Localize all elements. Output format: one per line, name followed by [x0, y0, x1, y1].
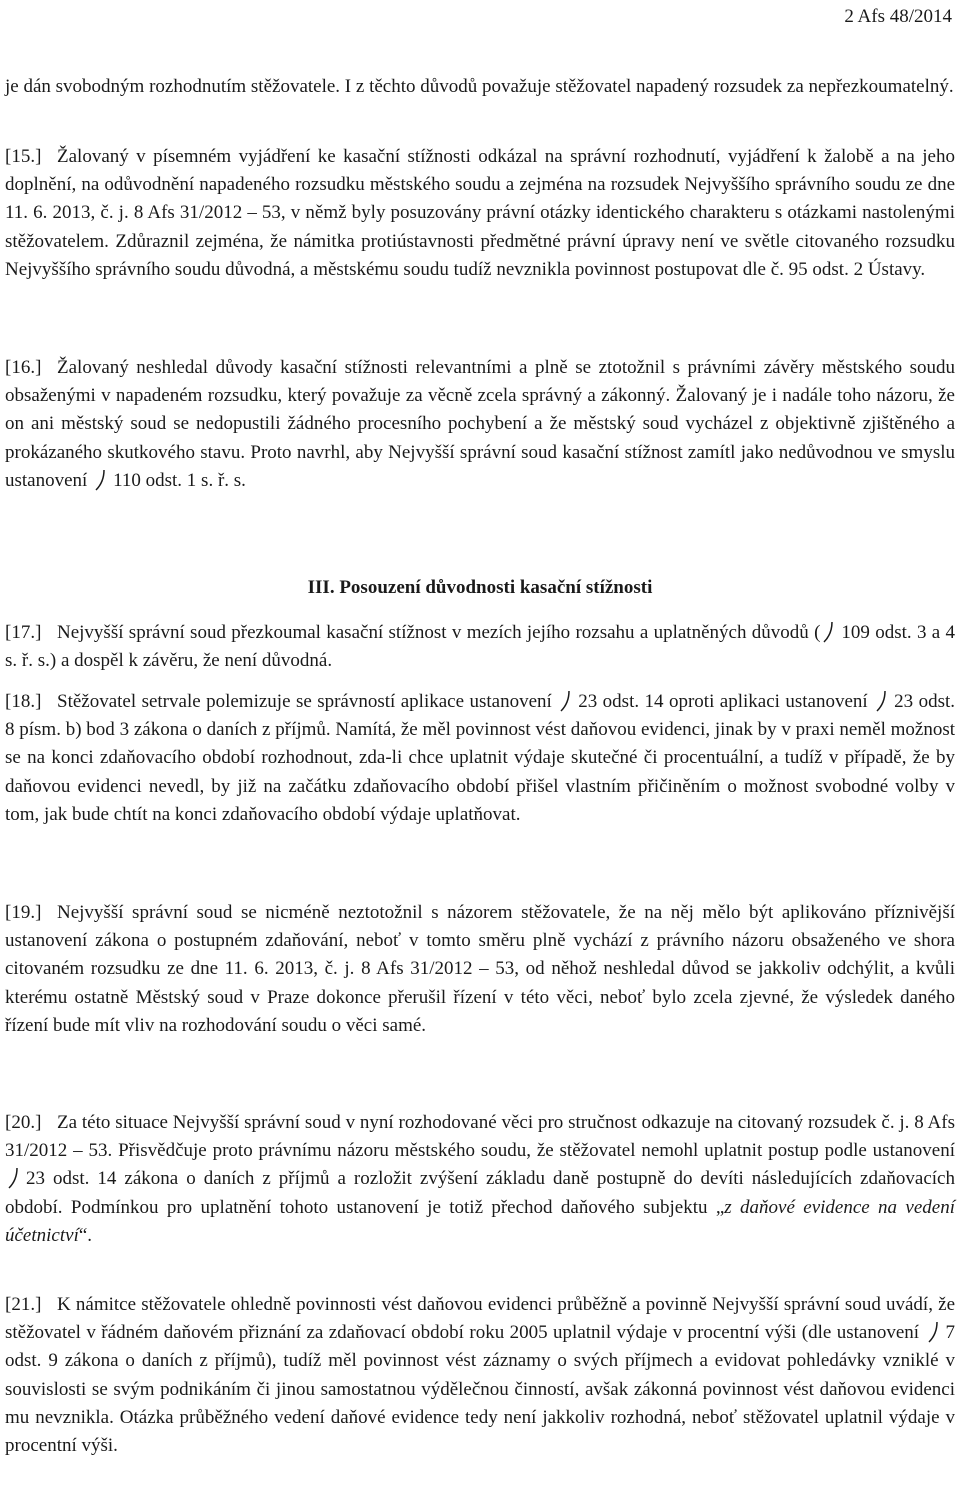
section-sign-icon	[95, 469, 106, 491]
paragraph-number: [15.]	[5, 146, 42, 167]
section-sign-icon	[8, 1167, 19, 1189]
paragraph-text: Žalovaný v písemném vyjádření ke kasační stížnosti odkázal na správní rozhodnutí, vyjádření k žalobě a na jeho doplnění, na odůvodnění napadeného rozsudku městského soudu a zejména na rozsudek Nejvyššího správního soudu ze dne 11. 6. 2013, č. j. 8 Afs 31/2012 – 53, v němž byly posuzovány právní otázky identického charakteru s otázkami nastolenými stěžovatelem. Zdůraznil zejména, že námitka protiústavnosti předmětné právní úpravy není ve světle citovaného rozsudku Nejvyššího správního soudu důvodná, a městskému soudu tudíž nevznikla povinnost postupovat dle č. 95 odst. 2 Ústavy.	[5, 146, 955, 280]
section-heading: III. Posouzení důvodnosti kasační stížnosti	[307, 577, 653, 598]
paragraph-number: [21.]	[5, 1294, 42, 1315]
paragraph-text: 23 odst. 14 zákona o daních z příjmů a rozložit zvýšení základu daně postupně do devíti následujících zdaňovacích období. Podmínkou pro uplatnění tohoto ustanovení je totiž přechod daňového subjektu „	[5, 1168, 955, 1218]
paragraph-text: 23 odst. 8 písm. b) bod 3 zákona o daních z příjmů. Namítá, že měl povinnost vést daňovou evidenci, jinak by v praxi neměl možnost se na konci zdaňovacího období rozhodnout, zda-li chce uplatnit výdaje skutečné či procentuální, a tudíž v případě, že by daňovou evidenci nevedl, by již na začátku zdaňovacího období přišel vlastním přičiněním o možnost svobodné volby v tom, jak bude chtít na konci zdaňovacího období výdaje uplatňovat.	[5, 691, 955, 825]
paragraph-number: [18.]	[5, 691, 42, 712]
intro-text: je dán svobodným rozhodnutím stěžovatele. I z těchto důvodů považuje stěžovatel napadený rozsudek za nepřezkoumatelný.	[5, 76, 954, 97]
paragraph-18	[5, 688, 955, 829]
paragraph-number: [16.]	[5, 357, 42, 378]
case-number: 2 Afs 48/2014	[844, 6, 952, 27]
paragraph-text: Stěžovatel setrvale polemizuje se správností aplikace ustanovení	[57, 691, 552, 712]
paragraph-17	[5, 619, 955, 675]
paragraph-text: Nejvyšší správní soud se nicméně neztotožnil s názorem stěžovatele, že na něj mělo být aplikováno příznivější ustanovení zákona o postupném zdaňování, neboť v tomto směru plně vychází z právního názoru obsaženého ve shora citovaném rozsudku ze dne 11. 6. 2013, č. j. 8 Afs 31/2012 – 53, od něhož neshledal důvod se jakkoliv odchýlit, a kvůli kterému ostatně Městský soud v Praze dokonce přerušil řízení v této věci, neboť bylo zcela zjevné, že výsledek daného řízení bude mít vliv na rozhodování soudu o věci samé.	[5, 902, 955, 1036]
paragraph-text: 110 odst. 1 s. ř. s.	[113, 469, 246, 491]
paragraph-number: [17.]	[5, 622, 42, 643]
paragraph-text: 23 odst. 14 oproti aplikaci ustanovení	[578, 691, 868, 712]
section-sign-icon	[823, 621, 834, 643]
paragraph-text: Za této situace Nejvyšší správní soud v nyní rozhodované věci pro stručnost odkazuje na citovaný rozsudek č. j. 8 Afs 31/2012 – 53. Přisvědčuje proto právnímu názoru městského soudu, že stěžovatel nemohl uplatnit postup podle ustanovení	[5, 1112, 955, 1162]
paragraph-20	[5, 1109, 955, 1250]
paragraph-text: 109 odst. 3 a 4 s. ř. s.) a dospěl k závěru, že není důvodná.	[5, 622, 956, 672]
paragraph-text: 7 odst. 9 zákona o daních z příjmů), tudíž měl povinnost vést záznamy o svých příjmech a evidovat pohledávky vzniklé v souvislosti se svým podnikáním či jinou samostatnou výdělečnou činností, avšak zákonná povinnost vést daňovou evidenci mu nevznikla. Otázka průběžného vedení daňové evidence tedy není jakkoliv rozhodná, neboť stěžovatel uplatnil výdaje v procentní výši.	[5, 1322, 956, 1457]
paragraph-19	[5, 899, 955, 1040]
italic-quote: z daňové evidence na vedení účetnictví	[5, 1196, 955, 1246]
section-sign-icon	[876, 690, 887, 712]
paragraph-15	[5, 143, 955, 284]
paragraph-text: Nejvyšší správní soud přezkoumal kasační stížnost v mezích jejího rozsahu a uplatněných důvodů (	[57, 622, 821, 643]
paragraph-text: “.	[78, 1224, 93, 1246]
section-sign-icon	[560, 690, 571, 712]
paragraph-number: [20.]	[5, 1112, 42, 1133]
section-sign-icon	[928, 1321, 939, 1343]
paragraph-number: [19.]	[5, 902, 42, 923]
paragraph-text: K námitce stěžovatele ohledně povinnosti vést daňovou evidenci průběžně a povinně Nejvyšší správní soud uvádí, že stěžovatel v řádném daňovém přiznání za zdaňovací období roku 2005 uplatnil výdaje v procentní výši (dle ustanovení	[5, 1294, 955, 1344]
paragraph-text: Žalovaný neshledal důvody kasační stížnosti relevantními a plně se ztotožnil s právními závěry městského soudu obsaženými v napadeném rozsudku, který považuje za věcně zcela správný a zákonný. Žalovaný je i nadále toho názoru, že on ani městský soud se nedopustili žádného procesního pochybení a že městský soud vycházel z objektivně zjištěného a prokázaného skutkového stavu. Proto navrhl, aby Nejvyšší správní soud kasační stížnost zamítl jako nedůvodnou ve smyslu ustanovení	[5, 357, 955, 491]
paragraph-16	[5, 354, 955, 495]
paragraph-21	[5, 1291, 955, 1460]
intro-paragraph	[5, 73, 955, 101]
